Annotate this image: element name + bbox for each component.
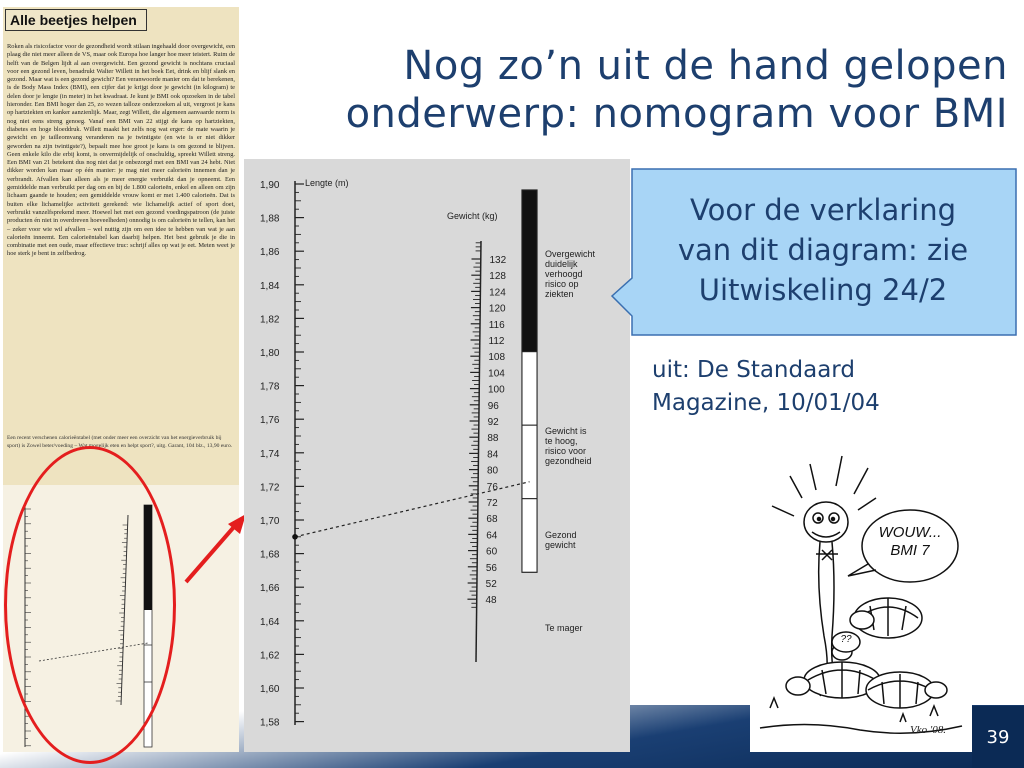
gewicht-tick-label: 68 — [486, 514, 498, 526]
bmi-nomogram — [244, 159, 630, 752]
source-line-1: uit: De Standaard — [652, 357, 855, 383]
callout-text — [632, 190, 1014, 310]
gewicht-tick-label: 48 — [485, 595, 497, 607]
lengte-tick-label: 1,62 — [260, 650, 280, 662]
lengte-tick-label: 1,90 — [260, 180, 280, 191]
gewicht-tick-label: 92 — [487, 417, 499, 428]
lengte-tick-label: 1,70 — [260, 516, 280, 527]
gewicht-tick-label: 124 — [489, 287, 506, 299]
gewicht-tick-label: 120 — [488, 303, 506, 315]
title-line-1: Nog zo’n uit de hand gelopen — [403, 43, 1008, 89]
gewicht-tick-label: 132 — [489, 255, 507, 266]
gewicht-tick-label: 76 — [486, 481, 498, 493]
lengte-tick-label: 1,74 — [260, 448, 280, 460]
gewicht-tick-label: 64 — [486, 530, 498, 542]
bmi-zone-label: Gewicht is te hoog, risico voor gezondheid — [545, 426, 592, 466]
gewicht-tick-label: 104 — [488, 368, 505, 380]
cartoon-drawing — [750, 446, 972, 752]
gewicht-axis-title: Gewicht (kg) — [447, 211, 498, 221]
bmi-zone-label: Te mager — [545, 623, 583, 633]
lengte-tick-label: 1,60 — [260, 684, 280, 695]
gewicht-tick-label: 56 — [485, 562, 497, 574]
red-arrow — [180, 510, 250, 590]
lengte-tick-label: 1,58 — [260, 717, 280, 729]
clipping-body: Roken als risicofactor voor de gezondheid wordt stilaan ingehaald door overgewicht, een plaag die niet meer alleen de VS, maar ook Europa hoe langer hoe meer teistert. Ruim de helft van de Belgen lijdt al aan overgewicht. Een gezond gewicht is nochtans cruciaal voor een gezond leven, benadrukt Walter Willett in het boek Eet, drink en blijf slank en gezond. Maar wat is een gezond gewicht? Een veranwoorde manier om dat te berekenen, is de Body Mass Index (BMI), een cijfer dat je krijgt door je gewicht (in kilogram) te delen door je lengte (in meter) in het kwadraat. Je kunt je BMI ook opzoeken in de tabel hieronder. Een BMI hoger dan 25, zo wezen talloze onderzoeken al uit, vergroot je kans op hartziekten en kanker aanzienlijk. Maar, zegt Willett, die algemeen aanvaarde norm is nog niet eens streng genoeg. Vanaf een BMI van 22 stijgt de kans op hartziekten, diabetes en hoge bloeddruk. Willett maakt het zelfs nog wat erger: de mate waarin je gewicht en je tailleomvang veranderen na je twintigste (en wie is er niet dikker geworden na zijn twintigste?), bepaalt mee hoe groot je kans is om gezond te blijven. Geen enkele kilo die erbij komt, is onvermijdelijk of onschuldig, spreekt Willett streng. Een BMI van 21 betekent dus nog niet dat je onbezorgd met een BMI van 24 hebt. Niet dikker worden kan maar op één manier: je mag niet meer calorieën innemen dan je verbrandt. Afvallen kan alleen als je meer energie verbruikt dan je opneemt. Een gemiddelde man verbruikt per dag om en bij de 1.800 calorieën, enkel en alleen om zijn lichaam gaande te houden; een gemiddelde vrouw komt er met 1.400 calorieën. Dat is buiten elke lichamelijke activiteit gerekend: wie lichamelijk actief of sport doet, verbruikt vanzelfsprekend meer. Hoewel het met een gezond voedingspatroon (de juiste producten én niet in overdreven hoeveelheden) onnodig is om calorieën te tellen, kan het – zeker voor wie wil afvallen – wel nuttig zijn om een idee te hebben van wat je aan calorieën inneemt. Een calorieëntabel kan daarbij helpen. Het best gebruik je die in combinatie met een oude, maar effectieve truc: schrijf alles op wat je eet. Meten weet je hoe sterk je bent in zelfbedrog. — [7, 43, 235, 258]
bmi-zone — [522, 425, 537, 499]
gewicht-tick-label: 72 — [486, 498, 498, 509]
title-line-2: onderwerp: nomogram voor BMI — [345, 91, 1008, 137]
gewicht-tick-label: 84 — [487, 449, 499, 461]
callout-line-3: Uitwiskeling 24/2 — [698, 273, 948, 307]
bmi-zone-label: Gezond gewicht — [545, 530, 577, 550]
gewicht-tick-label: 80 — [486, 465, 499, 477]
bmi-zone-label: Overgewicht duidelijk verhoogd risico op ziekten — [545, 249, 596, 299]
slide-number: 39 — [972, 706, 1024, 768]
gewicht-tick-label: 108 — [488, 352, 506, 364]
lengte-tick-label: 1,88 — [260, 213, 280, 225]
small-bubble-text: ?? — [840, 634, 852, 645]
lengte-tick-label: 1,66 — [260, 583, 280, 595]
lengte-tick-label: 1,68 — [260, 549, 280, 561]
lengte-axis-title: Lengte (m) — [305, 178, 349, 188]
example-point — [292, 534, 298, 540]
cartoon-turtles — [750, 446, 972, 752]
bmi-zone — [522, 352, 537, 426]
lengte-tick-label: 1,84 — [260, 280, 280, 292]
gewicht-tick-label: 96 — [487, 400, 499, 412]
lengte-tick-label: 1,80 — [260, 348, 280, 359]
highlight-circle — [4, 446, 176, 764]
slide-title — [250, 42, 1008, 138]
lengte-tick-label: 1,82 — [260, 314, 280, 326]
lengte-tick-label: 1,76 — [260, 415, 280, 427]
gewicht-tick-label: 128 — [489, 271, 506, 283]
gewicht-tick-label: 100 — [487, 384, 505, 396]
clipping-headline: Alle beetjes helpen — [5, 9, 147, 31]
clipping-footer: Een recent verschenen calorieëntabel (met onder meer een overzicht van het energieverbruik bij sport) is Zowel beter/voeding – Wat mogelijk eten en helpt sport?, uitg. Garant, 104 blz., 13,90 euro. — [7, 435, 233, 449]
lengte-tick-label: 1,64 — [260, 616, 280, 628]
gewicht-tick-label: 88 — [487, 433, 499, 445]
bmi-zone — [522, 499, 537, 573]
lengte-tick-label: 1,72 — [260, 482, 280, 494]
cartoon-signature: Vko '08. — [910, 724, 946, 736]
gewicht-tick-label: 112 — [488, 336, 505, 347]
lengte-tick-label: 1,86 — [260, 247, 280, 259]
bmi-zone — [522, 190, 537, 352]
gewicht-tick-label: 52 — [485, 579, 497, 590]
speech-bubble-text: WOUW... BMI 7 — [878, 524, 942, 559]
gewicht-tick-label: 116 — [488, 319, 505, 331]
source-note — [652, 354, 1012, 420]
source-line-2: Magazine, 10/01/04 — [652, 390, 880, 416]
callout-line-2: van dit diagram: zie — [677, 233, 969, 267]
gewicht-tick-label: 60 — [486, 546, 498, 558]
lengte-tick-label: 1,78 — [260, 381, 280, 393]
callout-line-1: Voor de verklaring — [690, 193, 956, 227]
